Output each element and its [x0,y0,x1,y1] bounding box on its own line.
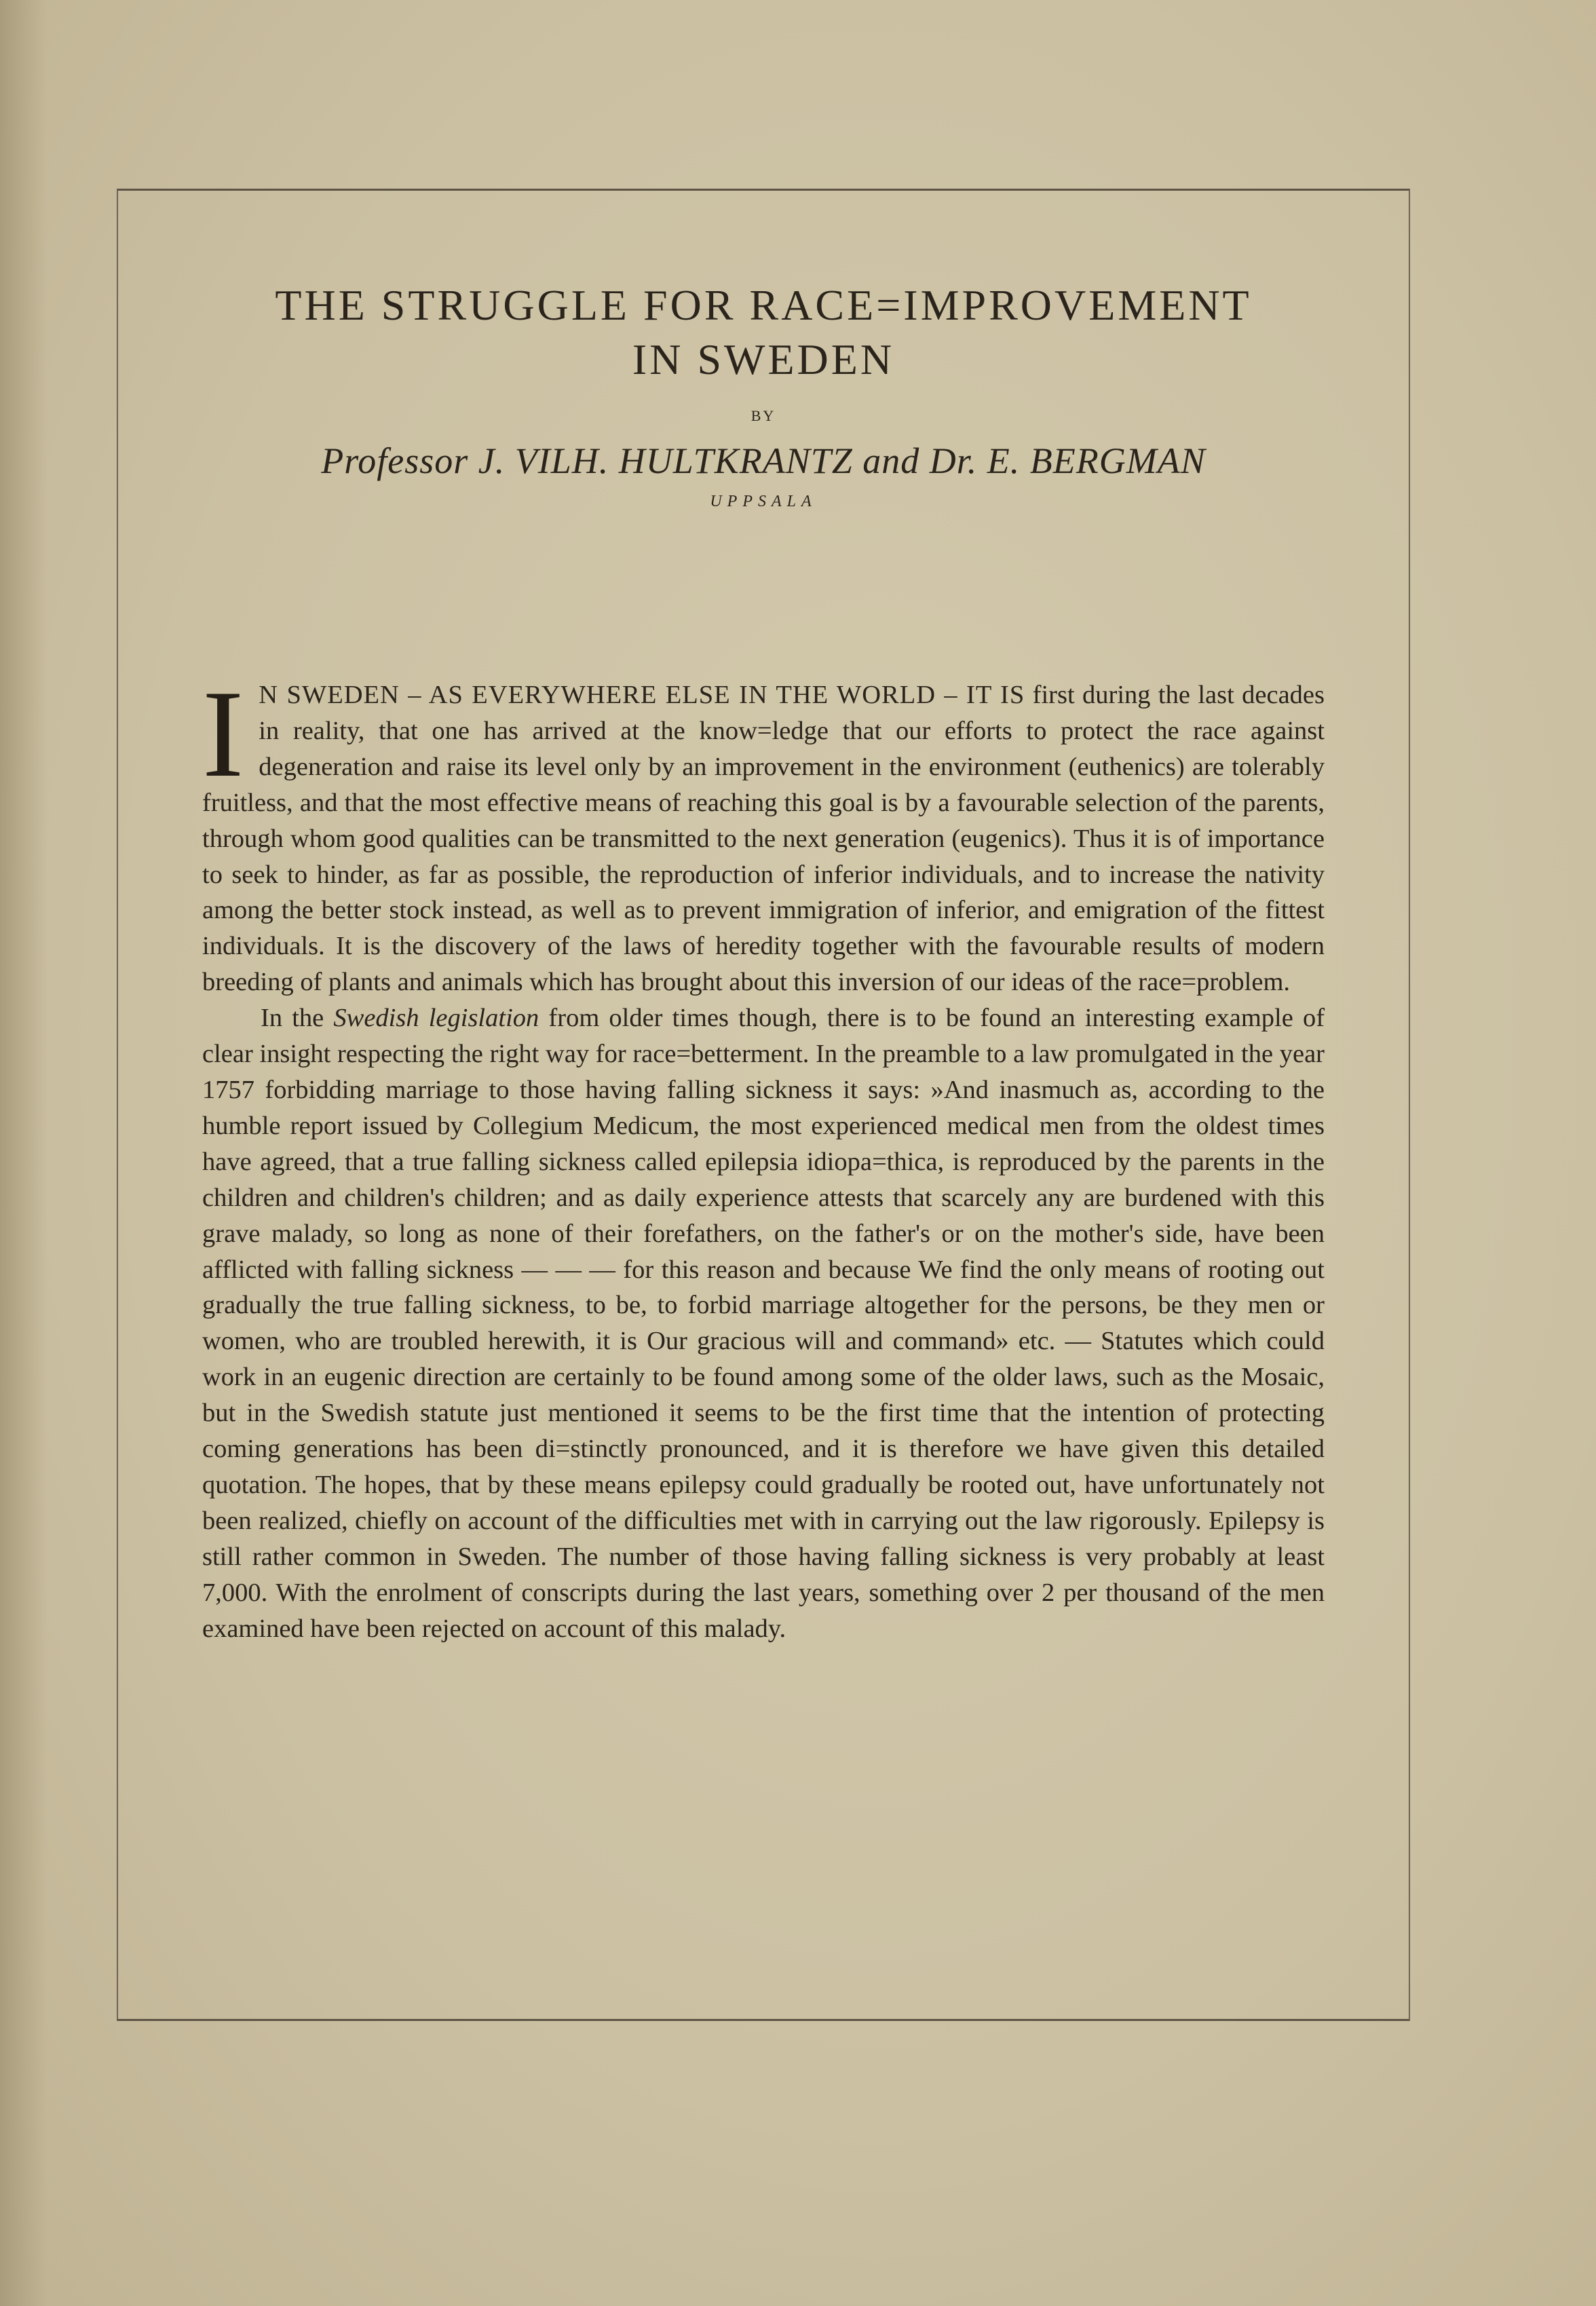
paragraph-1 [202,664,1325,1000]
title-line-2: IN SWEDEN [632,335,895,383]
drop-cap: I [202,664,244,803]
author-affiliation: UPPSALA [710,493,817,510]
author-names: Professor J. VILH. HULTKRANTZ and Dr. E. BERGMAN [321,440,1206,481]
paragraph-2-text: from older times though, there is to be found an interesting example of clear insight respecting the right way for race=betterment. In the preamble to a law promulgated in the year 1757 forbidding marriage to those having falling sickness it says: »And inasmuch as, according to the humble report issued by Collegium Medicum, the most experienced medical men from the oldest times have agreed, that a true falling sickness called epilepsia idiopa=thica, is reproduced by the parents in the children and children's children; and as daily experience attests that scarcely any are burdened with this grave malady, so long as none of their forefathers, on the father's or on the mother's side, have been afflicted with falling sickness — — — for this reason and because We find the only means of rooting out gradually the true falling sickness, to be, to forbid marriage altogether for the persons, be they men or women, who are troubled herewith, it is Our gracious will and command» etc. — Statutes which could work in an eugenic direction are certainly to be found among some of the older laws, such as the Mosaic, but in the Swedish statute just mentioned it seems to be the first time that the intention of protecting coming generations has been di=stinctly pronounced, and it is therefore we have given this detailed quotation. The hopes, that by these means epilepsy could gradually be rooted out, have unfortunately not been realized, chiefly on account of the difficulties met with in carrying out the law rigorously. Epilepsy is still rather common in Sweden. The number of those having falling sickness is very probably at least 7,000. With the enrolment of conscripts during the last years, something over 2 per thousand of the men examined have been rejected on account of this malady. [202,1004,1325,1643]
article-body [202,664,1325,1646]
byline-by: BY [750,407,776,424]
lead-in-caps: N SWEDEN – AS EVERYWHERE ELSE IN THE WORLD – IT IS [259,681,1025,709]
paragraph-2-start: In the [261,1004,324,1033]
paragraph-1-text: first during the last decades in reality, that one has arrived at the know=ledge that our efforts to protect the race against degeneration and raise its level only by an improvement in the environment (euthenics) are tolerably fruitless, and that the most effective means of reaching this goal is by a favourable selection of the parents, through whom good qualities can be transmitted to the next generation (eugenics). Thus it is of importance to seek to hinder, as far as possible, the reproduction of inferior individuals, and to increase the nativity among the better stock instead, as well as to prevent immigration of inferior, and emigration of the fittest individuals. It is the discovery of the laws of heredity together with the favourable results of modern breeding of plants and animals which has brought about this inversion of our ideas of the race=problem. [202,681,1325,997]
spine-shadow [0,0,48,2306]
article-title [117,278,1410,387]
paragraph-2 [202,1000,1325,1646]
paragraph-2-italic: Swedish legislation [333,1004,539,1033]
title-line-1: THE STRUGGLE FOR RACE=IMPROVEMENT [275,281,1252,329]
